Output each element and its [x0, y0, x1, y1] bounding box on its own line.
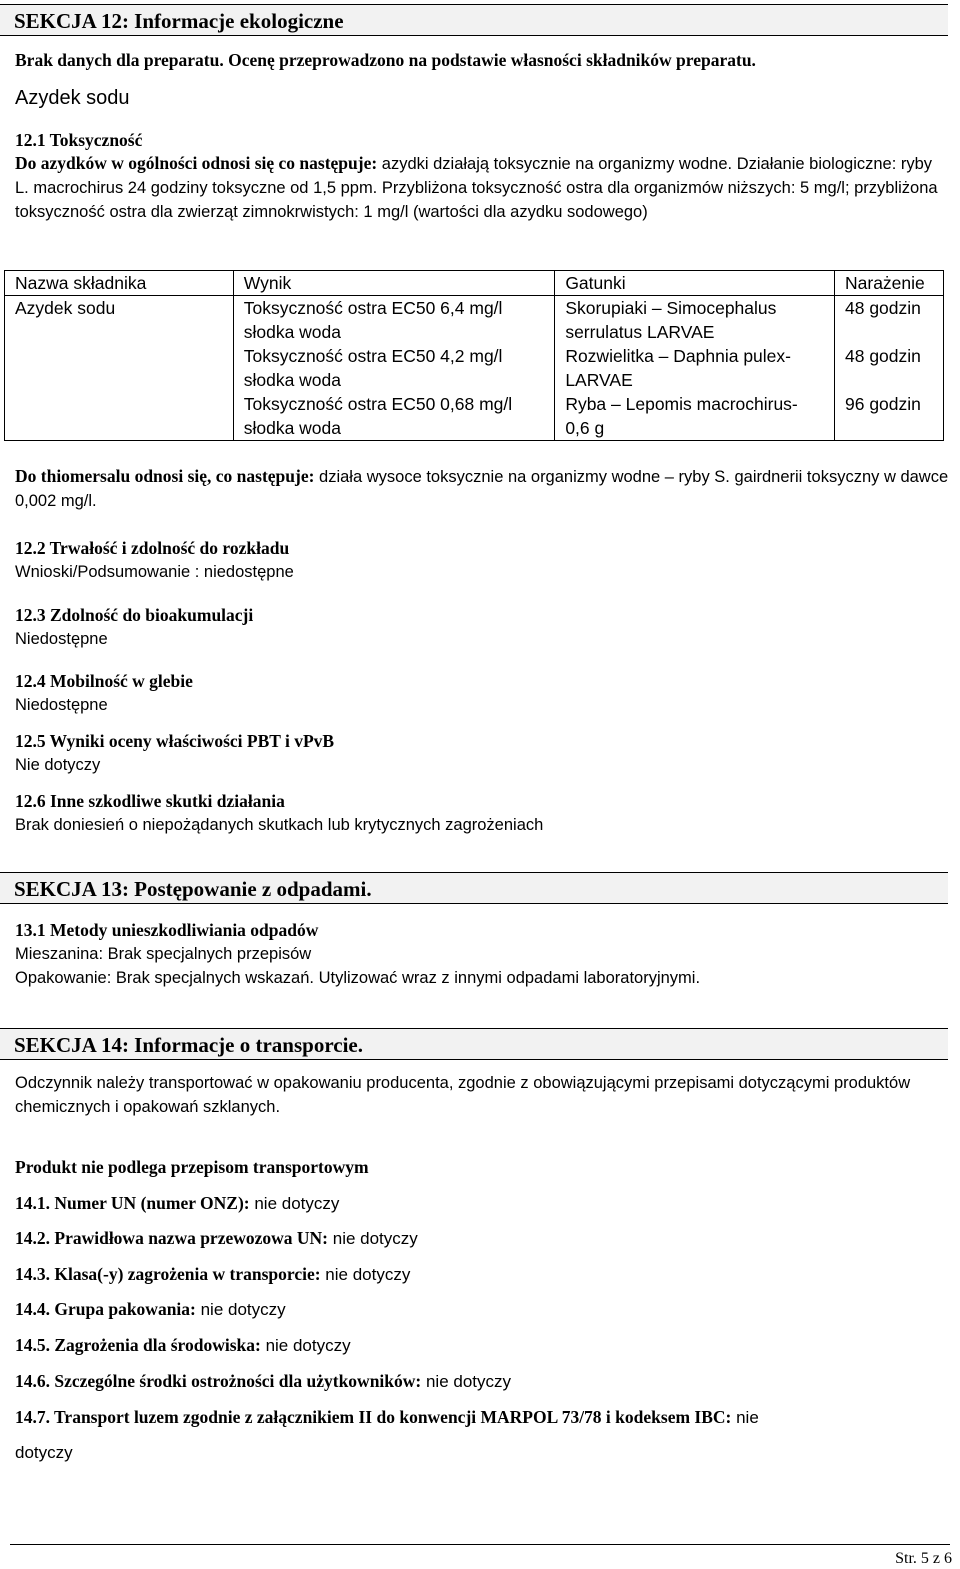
transport-item-value: nie dotyczy: [249, 1194, 340, 1213]
species-line: 0,6 g: [565, 418, 605, 438]
table-header-row: [5, 271, 944, 296]
section-12-heading: SEKCJA 12: Informacje ekologiczne: [0, 4, 948, 36]
species-cell: [555, 296, 835, 441]
result-line: słodka woda: [243, 418, 342, 438]
footer-rule: [10, 1544, 950, 1545]
result-line: słodka woda: [243, 370, 342, 390]
transport-item-value: nie dotyczy: [260, 1336, 351, 1355]
transport-item: [15, 1262, 410, 1287]
s121-text: azydki działają toksycznie na organizmy wodne. Działanie biologiczne: ryby L. macrochirus 24 godziny toksyczne od 1,5 ppm. Przybliżona toksyczność ostra dla organizmów niższych: 5 mg/l; przybliżona toksyczność ostra dla zwierząt zimnokrwistych: 1 mg/l (wartości dla azydku sodowego): [15, 155, 938, 221]
s122-title: 12.2 Trwałość i zdolność do rozkładu: [15, 538, 290, 558]
exposure-value: 48 godzin: [845, 298, 921, 318]
s123-title: 12.3 Zdolność do bioakumulacji: [15, 605, 254, 625]
s121-paragraph: [15, 151, 950, 224]
transport-item: [15, 1226, 418, 1251]
species-line: Skorupiaki – Simocephalus: [565, 298, 777, 318]
transport-item-value: nie dotyczy: [320, 1265, 411, 1284]
transport-item: [15, 1333, 351, 1358]
transport-item-label: 14.5. Zagrożenia dla środowiska:: [15, 1335, 261, 1355]
header-species: Gatunki: [555, 271, 835, 296]
transport-item: [15, 1191, 339, 1216]
thiomersal-paragraph: [15, 464, 950, 513]
transport-item: [15, 1369, 511, 1394]
result-line: Toksyczność ostra EC50 4,2 mg/l: [243, 346, 503, 366]
transport-item-label: 14.6. Szczególne środki ostrożności dla użytkowników:: [15, 1371, 422, 1391]
transport-item-value: nie: [731, 1408, 759, 1427]
transport-item-label: 14.7. Transport luzem zgodnie z załącznikiem II do konwencji MARPOL 73/78 i kodeksem IBC:: [15, 1407, 732, 1427]
component-cell: Azydek sodu: [5, 296, 234, 441]
s14-intro: Odczynnik należy transportować w opakowaniu producenta, zgodnie z obowiązującymi przepisami dotyczącymi produktów chemicznych i opakowań szklanych.: [15, 1074, 911, 1116]
header-component: Nazwa składnika: [5, 271, 234, 296]
table-row: [5, 296, 944, 441]
exposure-cell: [835, 296, 944, 441]
transport-item-label: 14.3. Klasa(-y) zagrożenia w transporcie:: [15, 1264, 321, 1284]
s125-title: 12.5 Wyniki oceny właściwości PBT i vPvB: [15, 731, 335, 751]
s121-lead: Do azydków w ogólności odnosi się co następuje:: [15, 153, 378, 173]
result-line: Toksyczność ostra EC50 0,68 mg/l: [243, 394, 513, 414]
species-line: Rozwielitka – Daphnia pulex-: [565, 346, 791, 366]
thiomersal-text: działa wysoce toksycznie na organizmy wodne – ryby S. gairdnerii toksyczny w dawce 0,002 mg/l.: [15, 468, 949, 510]
species-line: serrulatus LARVAE: [565, 322, 715, 342]
transport-item-label: 14.4. Grupa pakowania:: [15, 1299, 196, 1319]
page-number: Str. 5 z 6: [895, 1550, 952, 1567]
substance-name: Azydek sodu: [15, 87, 130, 109]
transport-item-value: nie dotyczy: [195, 1300, 286, 1319]
s125-text: Nie dotyczy: [15, 756, 101, 774]
transport-item-marpol-cont: dotyczy: [15, 1443, 73, 1462]
s126-text: Brak doniesień o niepożądanych skutkach lub krytycznych zagrożeniach: [15, 816, 544, 834]
section-12-intro: Brak danych dla preparatu. Ocenę przeprowadzono na podstawie własności składników preparatu.: [15, 50, 756, 70]
species-line: Ryba – Lepomis macrochirus-: [565, 394, 798, 414]
s123-text: Niedostępne: [15, 630, 108, 648]
exposure-value: 48 godzin: [845, 346, 921, 366]
s124-text: Niedostępne: [15, 696, 108, 714]
toxicity-table: [4, 270, 944, 441]
s131-mixture: Mieszanina: Brak specjalnych przepisów: [15, 945, 312, 963]
header-exposure: Narażenie: [835, 271, 944, 296]
s122-text: Wnioski/Podsumowanie : niedostępne: [15, 563, 294, 581]
section-14-heading: SEKCJA 14: Informacje o transporcie.: [0, 1028, 948, 1060]
s124-title: 12.4 Mobilność w glebie: [15, 671, 193, 691]
exposure-value: 96 godzin: [845, 394, 921, 414]
s121-title: 12.1 Toksyczność: [15, 130, 143, 150]
transport-item-label: 14.1. Numer UN (numer ONZ):: [15, 1193, 250, 1213]
result-cell: [233, 296, 555, 441]
transport-item: [15, 1297, 286, 1322]
transport-item-marpol: [15, 1405, 759, 1430]
result-line: Toksyczność ostra EC50 6,4 mg/l: [243, 298, 503, 318]
s131-title: 13.1 Metody unieszkodliwiania odpadów: [15, 920, 319, 940]
transport-item-value: nie dotyczy: [328, 1229, 418, 1248]
species-line: LARVAE: [565, 370, 633, 390]
s126-title: 12.6 Inne szkodliwe skutki działania: [15, 791, 285, 811]
s131-packaging: Opakowanie: Brak specjalnych wskazań. Utylizować wraz z innymi odpadami laboratoryjnymi.: [15, 969, 701, 987]
section-13-heading: SEKCJA 13: Postępowanie z odpadami.: [0, 872, 948, 904]
thiomersal-lead: Do thiomersalu odnosi się, co następuje:: [15, 466, 315, 486]
transport-item-value: nie dotyczy: [421, 1372, 512, 1391]
result-line: słodka woda: [243, 322, 342, 342]
header-result: Wynik: [233, 271, 555, 296]
s14-not-subject: Produkt nie podlega przepisom transportowym: [15, 1157, 369, 1177]
transport-item-label: 14.2. Prawidłowa nazwa przewozowa UN:: [15, 1228, 329, 1248]
